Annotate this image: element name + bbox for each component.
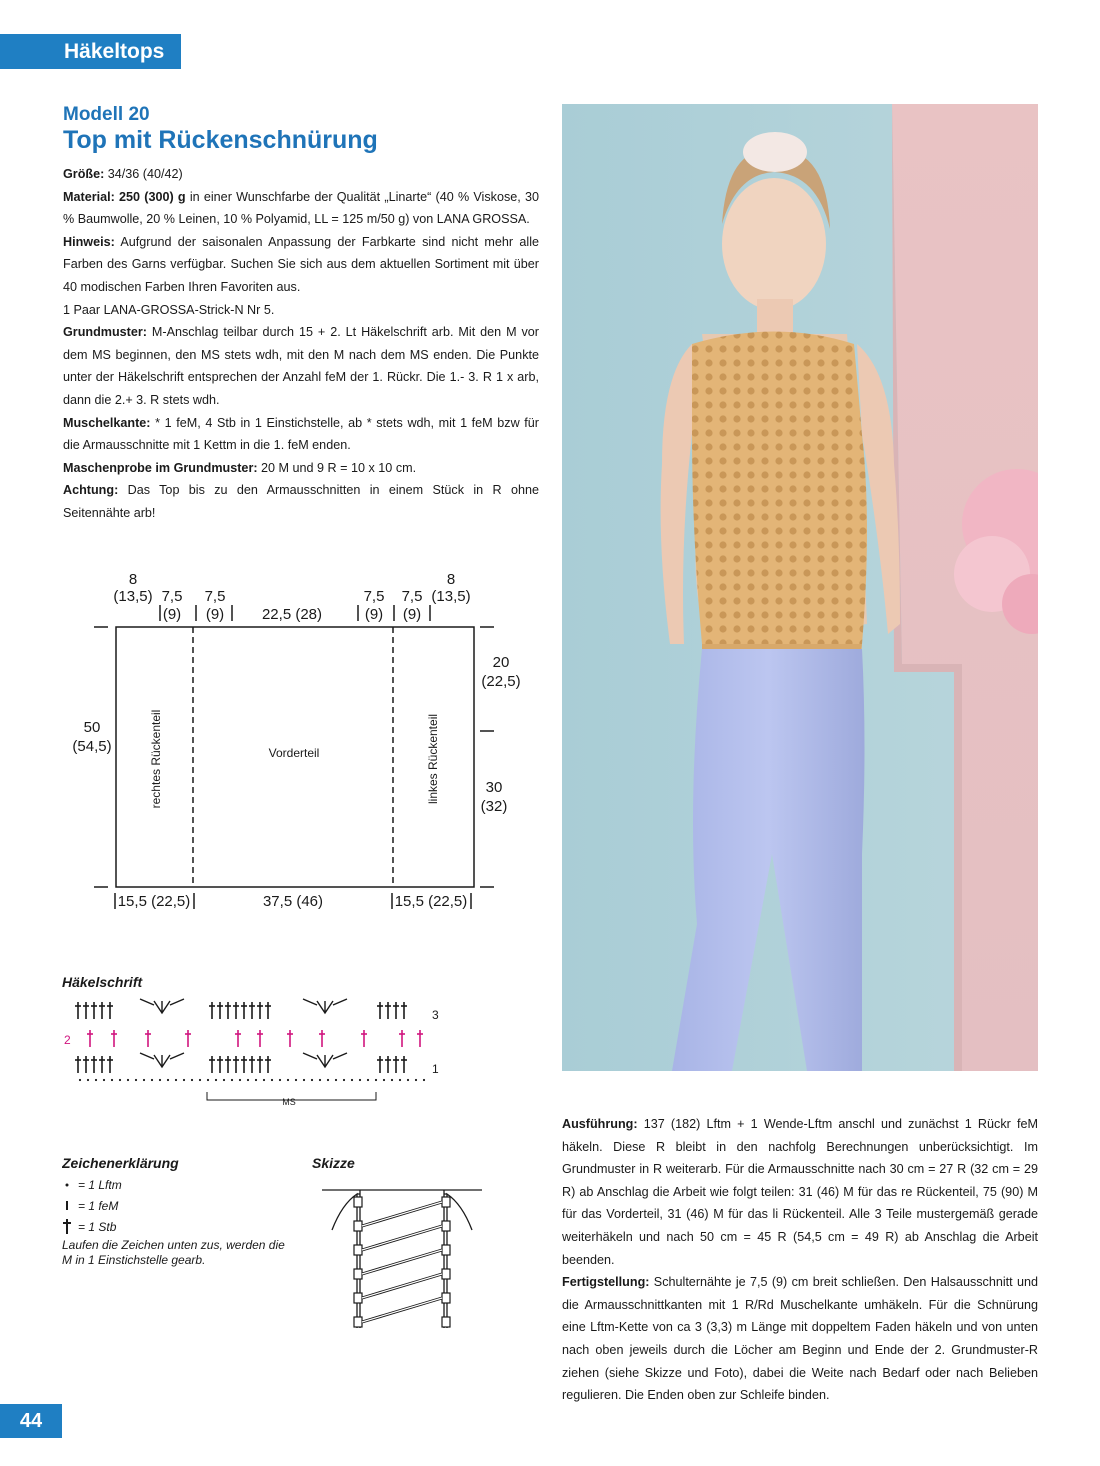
legend-note: Laufen die Zeichen unten zus, werden die M in 1 Einstichstelle gearb. (62, 1238, 285, 1267)
execution-label: Ausführung: (562, 1117, 638, 1131)
top-shoulder-c-alt: (9) (364, 606, 384, 623)
lower-height: 30 (485, 779, 503, 796)
attention-value: Das Top bis zu den Armausschnitten in einem Stück in R ohne Seitennähte arb! (63, 483, 539, 520)
model-title: Top mit Rückenschnürung (63, 126, 378, 154)
top-shoulder-d: 7,5 (401, 588, 423, 605)
crochet-chart-diagram (60, 968, 460, 1108)
legend-dc: = 1 Stb (78, 1220, 117, 1234)
chain-symbol (66, 1184, 69, 1187)
pattern-value: M-Anschlag teilbar durch 15 + 2. Lt Häkelschrift arb. Mit den M vor dem MS beginnen, den MS stets wdh, mit den M nach dem MS enden. Die Punkte unter der Häkelschrift entsprechen der Anzahl feM der 1. Rückr. Die 1.- 3. R 1 x arb, dann die 2.+ 3. R stets wdh. (63, 325, 539, 407)
material-label: Material: (63, 189, 115, 204)
photo-illustration (562, 104, 1038, 1071)
legend-sc: = 1 feM (78, 1199, 119, 1213)
label-right-back: rechtes Rückenteil (149, 709, 163, 809)
finishing-value: Schulternähte je 7,5 (9) cm breit schließen. Den Halsausschnitt und die Armausschnittkanten mit 1 R/Rd Muschelkante umhäkeln. Für die Schnürung eine Lftm-Kette von ca 3 (3,3) m Länge mit doppeltem Faden häkeln und von unten nach oben jeweils durch die Löcher am Beginn und Ende der 2. Grundmuster-R ziehen (siehe Skizze und Foto), dabei die Weite nach Bedarf oder nach Belieben regulieren. Die Enden oben zur Schleife binden. (562, 1275, 1038, 1403)
dc-symbol (63, 1219, 71, 1234)
label-front: Vorderteil (268, 746, 320, 760)
top-shoulder-a-alt: (9) (162, 606, 182, 623)
armhole-height: 20 (492, 654, 510, 671)
section-tab: Häkeltops (0, 34, 181, 69)
top-shoulder-b: 7,5 (204, 588, 226, 605)
symbol-legend (62, 1152, 292, 1287)
row-1-label: 1 (432, 1062, 439, 1076)
gauge-label: Maschenprobe im Grundmuster: (63, 460, 258, 475)
edge-label: Muschelkante: (63, 415, 151, 430)
top-neck-width: 22,5 (28) (261, 606, 323, 623)
needle-line: 1 Paar LANA-GROSSA-Strick-N Nr 5. (63, 302, 275, 317)
crochet-chart (60, 968, 460, 1113)
attention-label: Achtung: (63, 483, 119, 498)
pattern-label: Grundmuster: (63, 325, 147, 340)
crochet-symbols (75, 999, 425, 1081)
bottom-center-width: 37,5 (46) (262, 893, 324, 910)
page-number: 44 (0, 1404, 62, 1438)
model-photo (562, 104, 1038, 1071)
edge-value: * 1 feM, 4 Stb in 1 Einstichstelle, ab * stets wdh, mit 1 feM bzw für die Armausschnitte mit 1 Kettm in die 1. feM enden. (63, 415, 539, 453)
top-shoulder-b-alt: (9) (205, 606, 225, 623)
size-schematic (60, 565, 520, 930)
note-value: Aufgrund der saisonalen Anpassung der Farbkarte sind nicht mehr alle Farben des Garns verfügbar. Suchen Sie sich aus dem aktuellen Sortiment mit über 40 modischen Farben Ihren Favoriten aus. (63, 234, 539, 294)
crochet-title: Häkelschrift (62, 974, 143, 990)
size-value: 34/36 (40/42) (104, 167, 183, 181)
gauge-value: 20 M und 9 R = 10 x 10 cm. (257, 460, 417, 475)
note-label: Hinweis: (63, 234, 115, 249)
bottom-left-width: 15,5 (22,5) (117, 893, 191, 910)
repeat-label: MS (282, 1097, 296, 1107)
schematic-diagram (60, 565, 520, 925)
model-number: Modell 20 (63, 104, 150, 125)
armhole-height-alt: (22,5) (481, 673, 520, 690)
total-height: 50 (83, 719, 101, 736)
row-3-label: 3 (432, 1008, 439, 1022)
top-shoulder-c: 7,5 (363, 588, 385, 605)
label-left-back: linkes Rückenteil (426, 713, 440, 805)
legend-diagram (62, 1152, 292, 1282)
top-shoulder-d-alt: (9) (402, 606, 422, 623)
sc-symbol (66, 1201, 68, 1210)
execution-block (562, 1113, 1038, 1407)
size-label: Größe: (63, 167, 105, 181)
material-value: in einer Wunschfarbe der Qualität „Linarte“ (40 % Viskose, 30 % Baumwolle, 20 % Leinen, 10 % Polyamid, LL = 125 m/50 g) von LANA GROSSA. (63, 189, 539, 227)
finishing-label: Fertigstellung: (562, 1275, 650, 1290)
lower-height-alt: (32) (480, 798, 508, 815)
lacing-sketch (312, 1152, 492, 1342)
legend-title: Zeichenerklärung (62, 1155, 179, 1171)
instructions-block (63, 163, 539, 525)
execution-value: 137 (182) Lftm + 1 Wende-Lftm anschl und zunächst 1 Rückr feM häkeln. Diese R bleibt in den nachfolg Berechnungen unberücksichtigt. Im Grundmuster in R weiterarb. Für die Armausschnitte nach 30 cm = 27 R (32 cm = 29 R) ab Anschlag die Arbeit wie folgt teilen: 31 (46) M für das re Rückenteil, 75 (90) M für das Vorderteil, 31 (46) M für das li Rückenteil. Alle 3 Teile mustergemäß gerade weiterhäkeln und nach 50 cm = 45 R (54,5 cm = 49 R) ab Anschlag die Arbeit beenden. (562, 1117, 1038, 1267)
total-height-alt: (54,5) (72, 738, 112, 755)
lace-holes (354, 1197, 450, 1327)
top-left-width-alt: (13,5) (113, 588, 153, 605)
legend-chain: = 1 Lftm (78, 1178, 122, 1192)
top-right-width: 8 (446, 571, 456, 588)
row-2-label: 2 (64, 1033, 71, 1047)
top-shoulder-a: 7,5 (161, 588, 183, 605)
top-right-width-alt: (13,5) (431, 588, 471, 605)
bottom-right-width: 15,5 (22,5) (394, 893, 468, 910)
material-amount: 250 (300) g (114, 189, 186, 204)
lacing-sketch-diagram (312, 1152, 492, 1337)
sketch-title: Skizze (312, 1155, 355, 1171)
top-left-width: 8 (128, 571, 138, 588)
